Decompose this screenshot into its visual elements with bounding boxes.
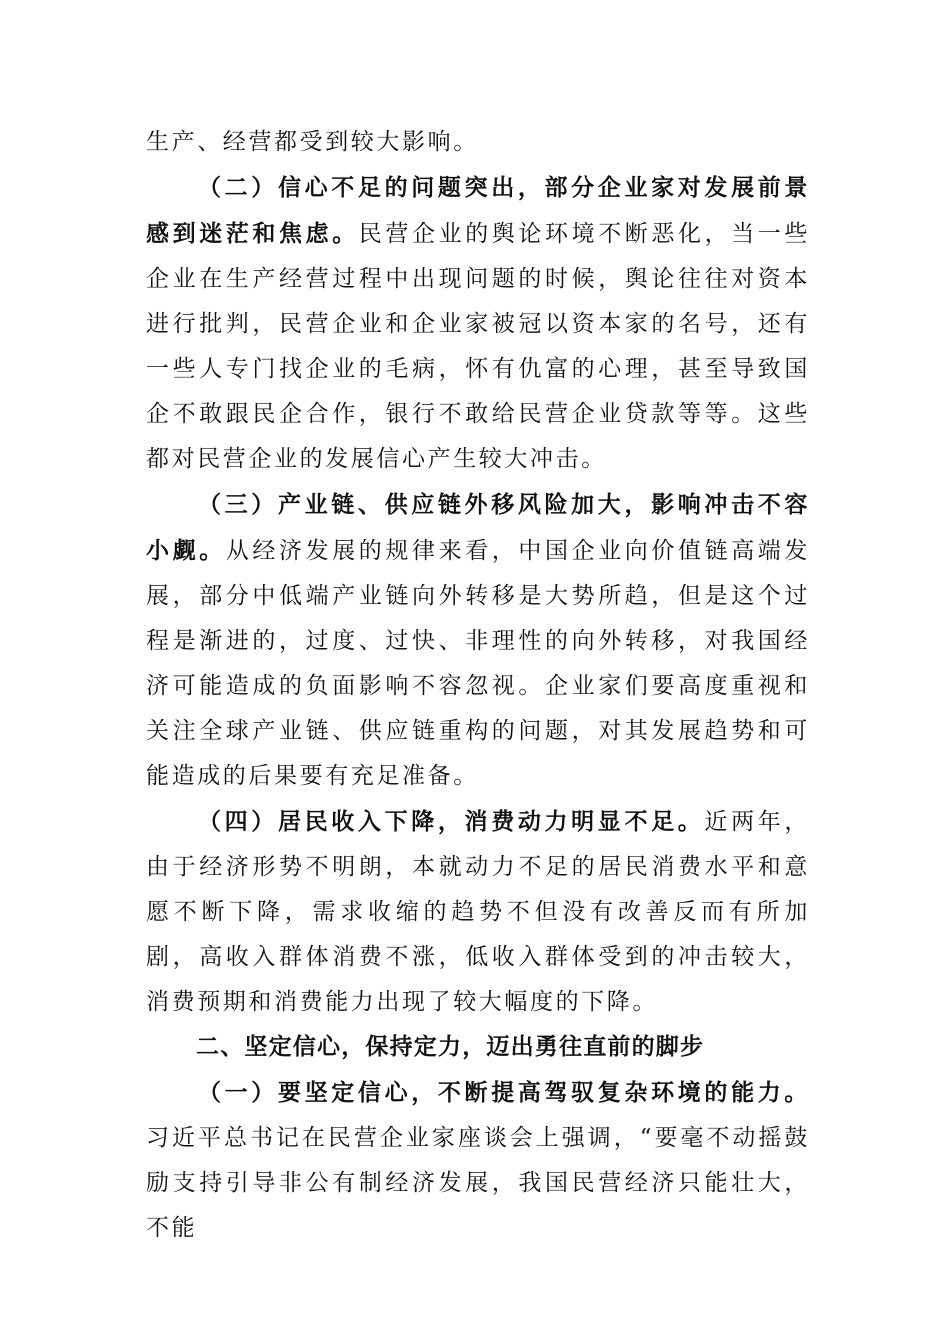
- paragraph-body: 近两年，由于经济形势不明朗，本就动力不足的居民消费水平和意愿不断下降，需求收缩的趋势不但没有改善反而有所加剧，高收入群体消费不涨，低收入群体受到的冲击较大，消费预期和消费能力出现了较大幅度的下降。: [146, 809, 810, 1015]
- paragraph-confidence: [146, 165, 810, 482]
- paragraph-text: 生产、经营都受到较大影响。: [146, 129, 479, 155]
- paragraph-lead: （一）要坚定信心，不断提高驾驭复杂环境的能力。: [198, 1079, 810, 1106]
- paragraph-lead: （二）信心不足的问题突出，部分企业家对发展前景感到迷茫和焦虑。: [146, 174, 810, 247]
- paragraph-body: 习近平总书记在民营企业家座谈会上强调，“要毫不动摇鼓励支持引导非公有制经济发展，我国民营经济只能壮大，不能: [146, 1125, 810, 1241]
- paragraph-firm-confidence: [146, 1070, 810, 1251]
- paragraph-supply-chain: [146, 482, 810, 799]
- paragraph-consumption: [146, 799, 810, 1025]
- section-heading: 二、坚定信心，保持定力，迈出勇往直前的脚步: [196, 1034, 705, 1060]
- document-page: [146, 120, 810, 1251]
- paragraph-body: 民营企业的舆论环境不断恶化，当一些企业在生产经营过程中出现问题的时候，舆论往往对资本进行批判，民营企业和企业家被冠以资本家的名号，还有一些人专门找企业的毛病，怀有仇富的心理，甚至导致国企不敢跟民企合作，银行不敢给民营企业贷款等等。这些都对民营企业的发展信心产生较大冲击。: [146, 221, 810, 472]
- paragraph-body: 从经济发展的规律来看，中国企业向价值链高端发展，部分中低端产业链向外转移是大势所趋，但是这个过程是渐进的，过度、过快、非理性的向外转移，对我国经济可能造成的负面影响不容忽视。企业家们要高度重视和关注全球产业链、供应链重构的问题，对其发展趋势和可能造成的后果要有充足准备。: [146, 538, 810, 789]
- paragraph-lead: （四）居民收入下降，消费动力明显不足。: [198, 808, 705, 835]
- paragraph-continuation: [146, 120, 810, 165]
- paragraph-lead: （三）产业链、供应链外移风险加大，影响冲击不容小觑。: [146, 491, 810, 564]
